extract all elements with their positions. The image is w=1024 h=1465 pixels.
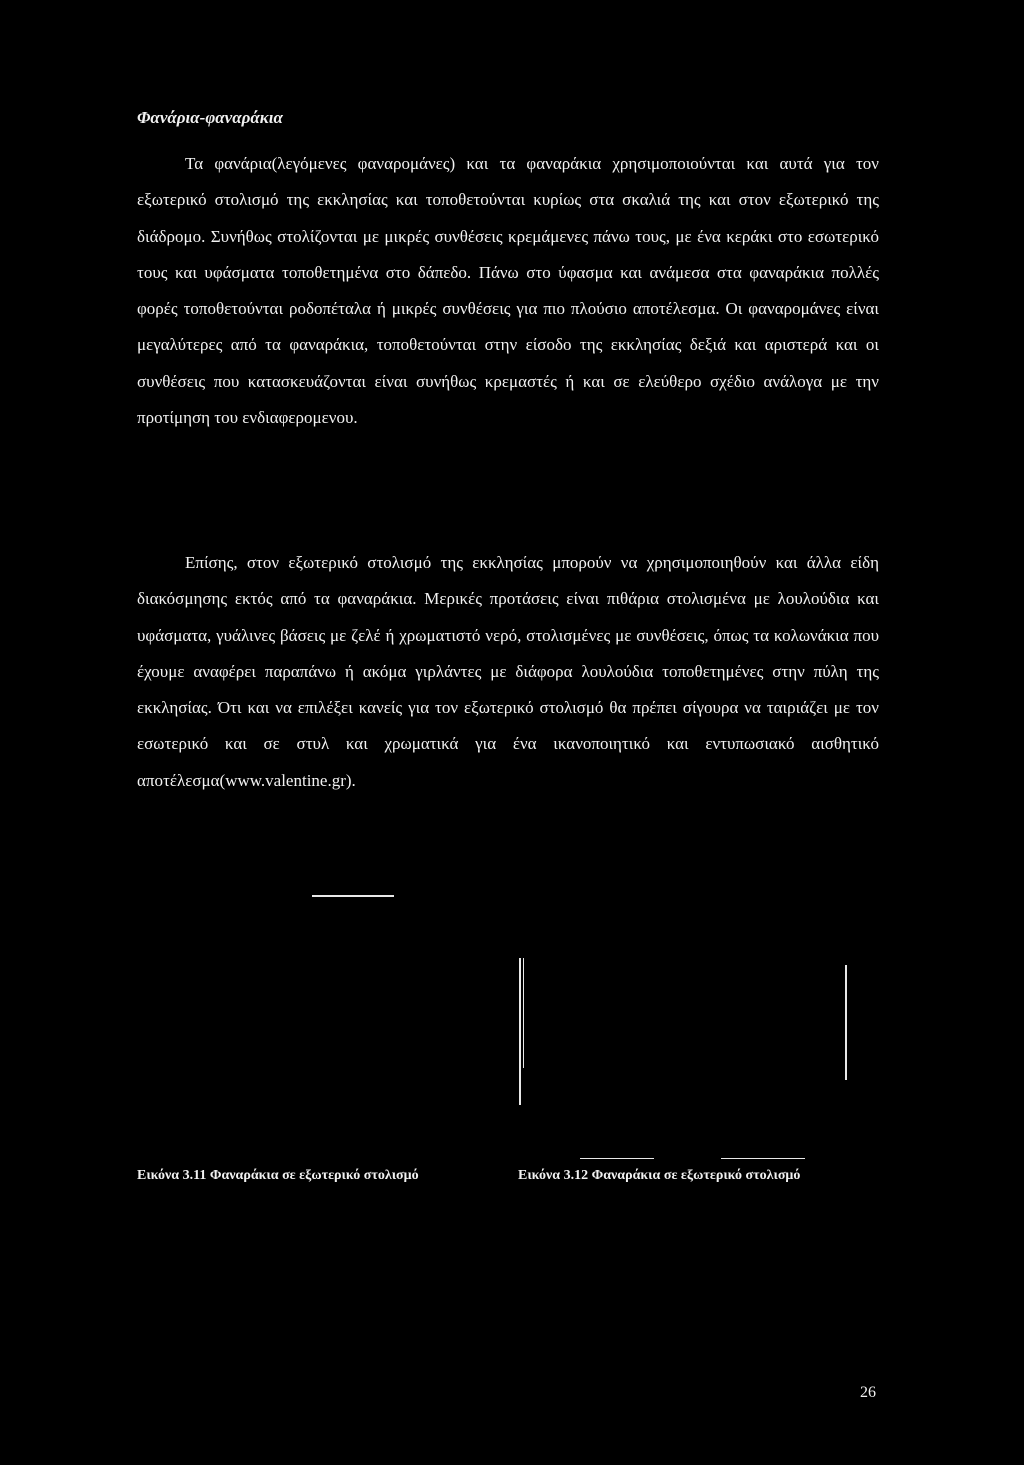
figure-caption-3-12: Εικόνα 3.12 Φαναράκια σε εξωτερικό στολισμό [518,1168,801,1183]
page-number: 26 [860,1384,876,1401]
frame-line-left-1 [519,958,521,1105]
frame-line-left-2 [523,958,524,1068]
paragraph-2: Επίσης, στον εξωτερικό στολισμό της εκκλησίας μπορούν να χρησιμοποιηθούν και άλλα είδη διακόσμησης εκτός από τα φαναράκια. Μερικές προτάσεις είναι πιθάρια στολισμένα με λουλούδια και υφάσματα, γυάλινες βάσεις με ζελέ ή χρωματιστό νερό, στολισμένες με συνθέσεις, όπως τα κολωνάκια που έχουμε αναφέρει παραπάνω ή ακόμα γιρλάντες με διάφορα λουλούδια τοποθετημένες στην πύλη της εκκλησίας. Ότι και να επιλέξει κανείς για τον εξωτερικό στολισμό θα πρέπει σίγουρα να ταιριάζει με τον εσωτερικό και σε στυλ και χρωματικά για ένα ικανοποιητικό και εντυπωσιακό αισθητικό αποτέλεσμα(www.valentine.gr). [137,553,879,790]
frame-line-top-fragment [312,895,394,897]
figure-caption-3-11: Εικόνα 3.11 Φαναράκια σε εξωτερικό στολισμό [137,1168,419,1183]
frame-line-bottom-1 [580,1158,654,1159]
frame-line-bottom-2 [721,1158,805,1159]
paragraph-1: Τα φανάρια(λεγόμενες φαναρομάνες) και τα φαναράκια χρησιμοποιούνται και αυτά για τον εξωτερικό στολισμό της εκκλησίας και τοποθετούνται κυρίως στα σκαλιά της και στον εξωτερικό της διάδρομο. Συνήθως στολίζονται με μικρές συνθέσεις κρεμάμενες πάνω τους, με ένα κεράκι στο εσωτερικό τους και υφάσματα τοποθετημένα στο δάπεδο. Πάνω στο ύφασμα και ανάμεσα στα φαναράκια πολλές φορές τοποθετούνται ροδοπέταλα ή μικρές συνθέσεις για πιο πλούσιο αποτέλεσμα. Οι φαναρομάνες είναι μεγαλύτερες από τα φαναράκια, τοποθετούνται στην είσοδο της εκκλησίας δεξιά και αριστερά και οι συνθέσεις που κατασκευάζονται είναι συνήθως κρεμαστές ή και σε ελεύθερο σχέδιο ανάλογα με την προτίμηση του ενδιαφερομενου. [137,154,879,428]
section-heading: Φανάρια-φαναράκια [137,108,283,127]
frame-line-right [845,965,847,1080]
